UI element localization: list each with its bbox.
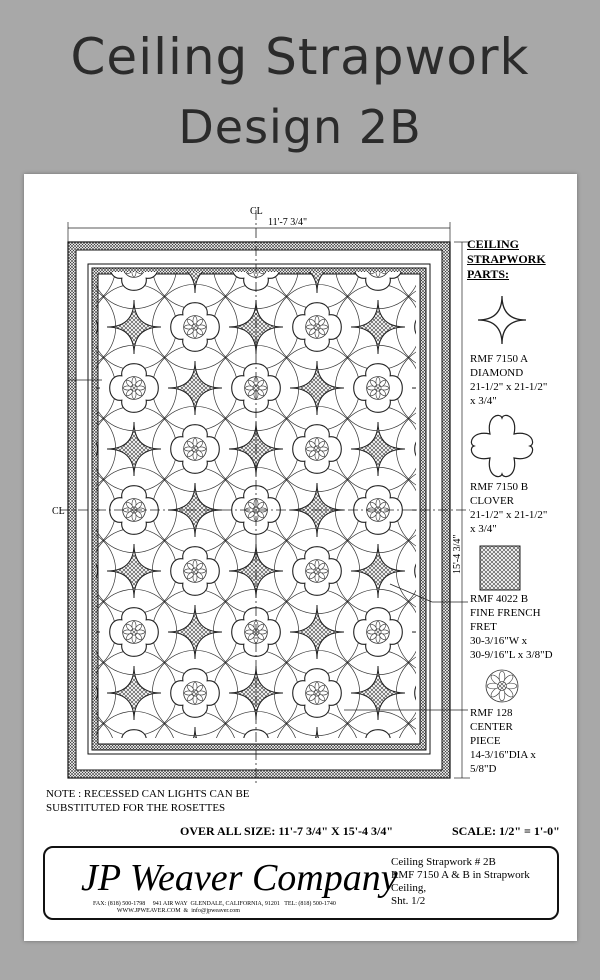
height-dimension: 15'-4 3/4" [452, 534, 463, 574]
clover [24, 608, 36, 657]
rosette [306, 316, 329, 339]
fret-swatch-icon [480, 546, 520, 590]
clover [24, 242, 36, 291]
company-logo: JP Weaver Company [81, 857, 398, 899]
company-address: FAX: (818) 500-1798 941 AIR WAY GLENDALE, CALIFORNIA, 91201 TEL: (818) 500-1740 WWW.JPWEAVER.COM & info@jpweaver.com [93, 901, 336, 914]
rosette [306, 438, 329, 461]
diamond [24, 788, 39, 842]
rosette [306, 682, 329, 705]
diamond [24, 666, 39, 720]
diamond [107, 178, 161, 232]
rosette [428, 804, 451, 827]
rosette [306, 804, 329, 827]
parts-heading: CEILING STRAPWORK PARTS: [467, 237, 546, 281]
scale-label: SCALE: 1/2" = 1'-0" [452, 824, 560, 838]
rosette [428, 194, 451, 217]
diamond [24, 300, 39, 354]
rosette [184, 316, 207, 339]
rosette [62, 194, 85, 217]
rosette [367, 621, 390, 644]
rosette [123, 377, 146, 400]
diamond [24, 178, 39, 232]
rosette [184, 438, 207, 461]
rosette [306, 194, 329, 217]
diamond [473, 178, 527, 232]
rosette [184, 682, 207, 705]
rosette [367, 377, 390, 400]
rosette [123, 621, 146, 644]
centerline-label-top: CL [250, 206, 263, 217]
note-text: NOTE : RECESSED CAN LIGHTS CAN BE SUBSTITUTED FOR THE ROSETTES [46, 788, 250, 814]
clover-icon [471, 415, 532, 476]
diamond-icon [478, 296, 526, 344]
rosette-icon [486, 670, 518, 702]
diamond [351, 178, 405, 232]
diamond [24, 544, 39, 598]
clover [24, 730, 36, 779]
rosette [306, 560, 329, 583]
part-label-clover: RMF 7150 B CLOVER 21-1/2" x 21-1/2" x 3/4" [470, 481, 548, 535]
centerline-label-left: CL [52, 506, 65, 517]
part-label-fret: RMF 4022 B FINE FRENCH FRET 30-3/16"W x 30-9/16"L x 3/8"D [470, 593, 553, 661]
clover [171, 181, 220, 230]
overall-size: OVER ALL SIZE: 11'-7 3/4" X 15'-4 3/4" [180, 824, 394, 838]
page-title: Ceiling Strapwork [70, 28, 530, 86]
page-subtitle: Design 2B [178, 100, 422, 154]
clover [49, 181, 98, 230]
drawing-sheet [24, 174, 577, 941]
title-block [43, 846, 559, 920]
part-label-diamond: RMF 7150 A DIAMOND 21-1/2" x 21-1/2" x 3/4" [470, 353, 548, 407]
sheet-info: Ceiling Strapwork # 2B RMF 7150 A & B in Strapwork Ceiling, Sht. 1/2 [391, 856, 530, 907]
diamond [24, 422, 39, 476]
rosette [486, 670, 518, 702]
clover [415, 181, 464, 230]
clover [24, 364, 36, 413]
part-label-center-piece: RMF 128 CENTER PIECE 14-3/16"DIA x 5/8"D [470, 707, 536, 775]
width-dimension: 11'-7 3/4" [268, 217, 308, 228]
clover [24, 486, 36, 535]
rosette [184, 560, 207, 583]
rosette [184, 194, 207, 217]
